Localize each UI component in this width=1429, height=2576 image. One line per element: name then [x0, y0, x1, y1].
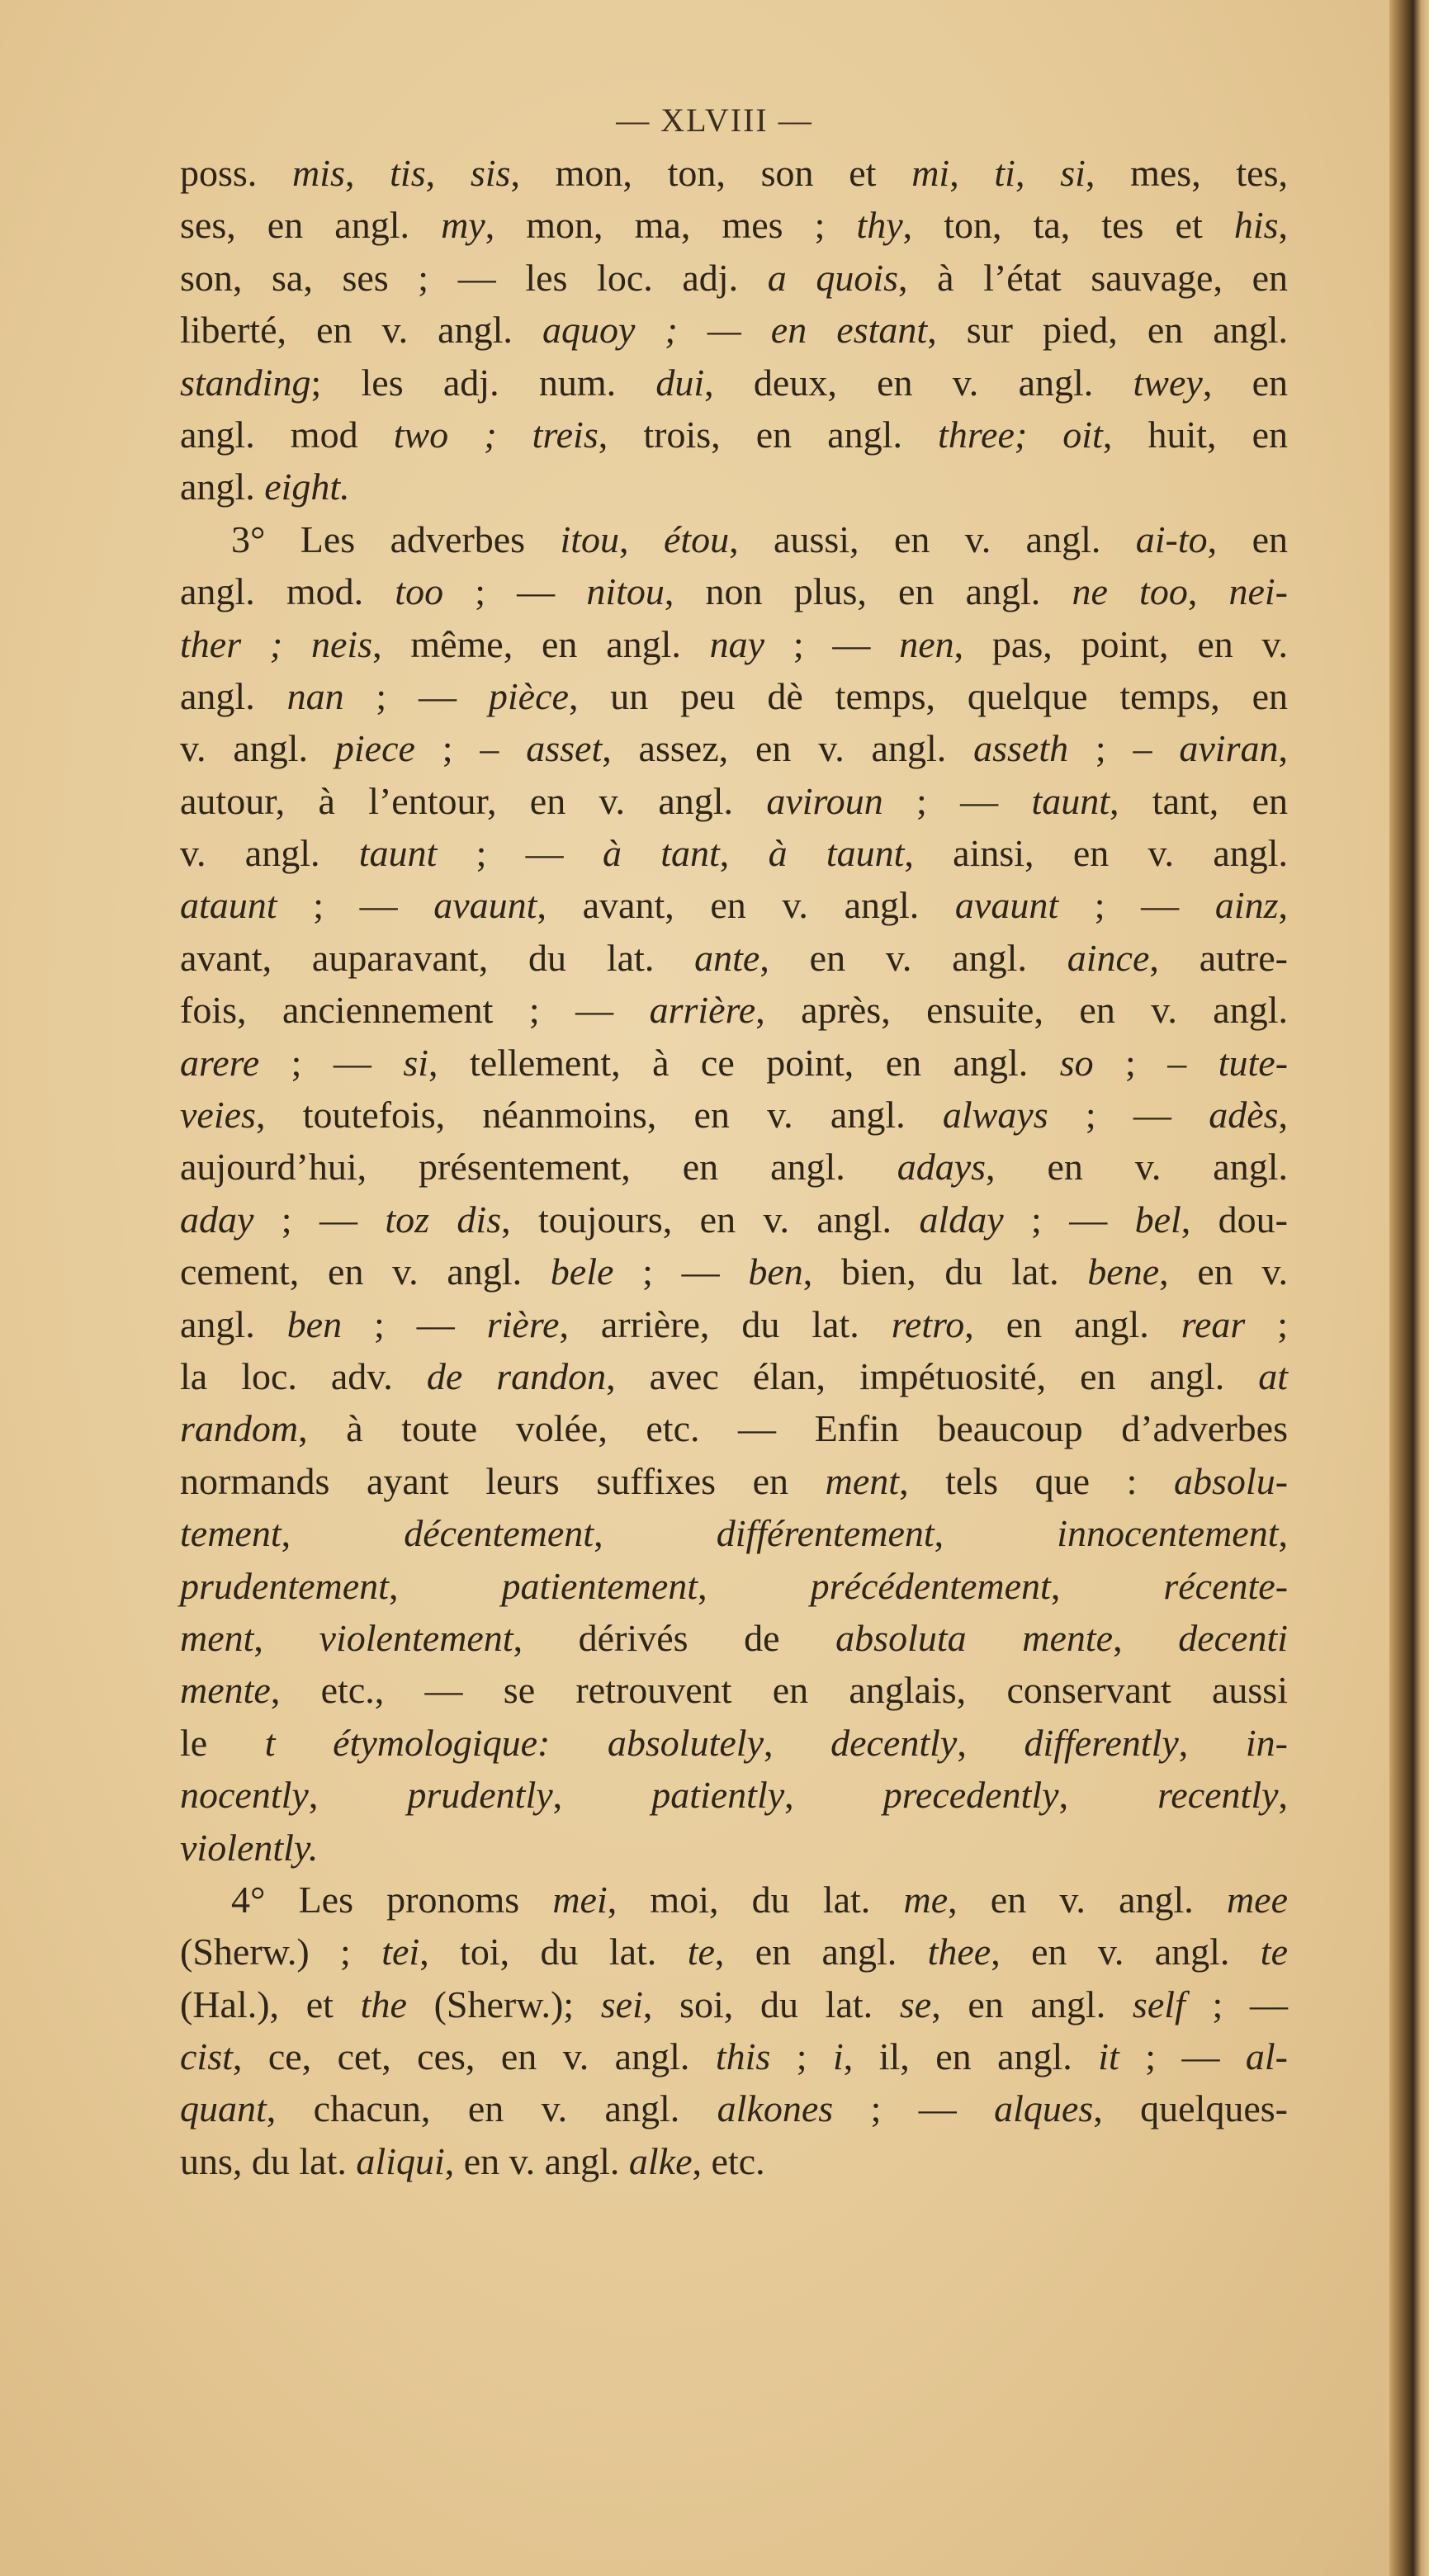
- italic-term: my: [441, 204, 485, 247]
- text-run: 3° Les adverbes: [231, 518, 561, 560]
- text-run: ; —: [1003, 1198, 1135, 1241]
- text-run: ,: [425, 152, 471, 194]
- italic-term: quant: [180, 2087, 267, 2130]
- text-line: [180, 513, 1288, 565]
- text-run: (Sherw.);: [406, 1983, 601, 2025]
- text-run: , tant, en: [1110, 779, 1289, 822]
- text-run: , ton, ta, tes et: [902, 204, 1234, 247]
- italic-term: al-: [1245, 2035, 1289, 2078]
- italic-term: three; oit: [938, 413, 1103, 456]
- text-run: normands ayant leurs suffixes en: [180, 1459, 826, 1502]
- italic-term: precedently: [882, 1774, 1059, 1817]
- italic-term: asseth: [973, 727, 1069, 770]
- italic-term: ther ; neis: [180, 622, 373, 665]
- text-run: , il, en angl.: [843, 2035, 1099, 2078]
- text-run: , avec élan, impétuosité, en angl.: [606, 1354, 1259, 1397]
- text-run: , toi, du lat.: [419, 1931, 688, 1973]
- italic-term: si: [1060, 152, 1086, 194]
- italic-term: nitou: [586, 570, 665, 613]
- italic-term: ainz: [1214, 884, 1279, 927]
- italic-term: arrière: [649, 989, 756, 1032]
- text-line: [180, 2082, 1288, 2134]
- text-run: angl.: [180, 466, 265, 508]
- italic-term: patiently: [651, 1774, 785, 1817]
- italic-term: alke: [628, 2139, 693, 2182]
- italic-term: bene: [1087, 1250, 1160, 1293]
- text-line: [180, 1037, 1288, 1089]
- text-run: fois, anciennement ; —: [180, 989, 650, 1032]
- text-run: ,: [1278, 884, 1288, 927]
- italic-term: nei-: [1228, 570, 1288, 613]
- text-run: , à l’état sauvage, en: [898, 256, 1289, 299]
- text-run: ,: [344, 152, 390, 194]
- text-run: ,: [763, 1721, 831, 1764]
- italic-term: absoluta mente: [835, 1616, 1114, 1659]
- italic-term: decently: [830, 1721, 958, 1764]
- text-run: ,: [594, 1512, 717, 1555]
- italic-term: nen: [899, 622, 954, 665]
- italic-term: always: [942, 1094, 1048, 1137]
- text-line: [180, 304, 1288, 356]
- text-run: ,: [1058, 1774, 1158, 1817]
- italic-term: alday: [919, 1198, 1004, 1241]
- text-run: avant, auparavant, du lat.: [180, 936, 695, 979]
- text-run: ,: [388, 1564, 502, 1607]
- italic-term: the: [360, 1983, 407, 2025]
- text-run: (Hal.), et: [180, 1983, 361, 2025]
- text-run: le: [180, 1721, 265, 1764]
- text-run: autour, à l’entour, en v. angl.: [180, 779, 767, 822]
- italic-term: aince: [1067, 936, 1150, 979]
- italic-term: bele: [550, 1250, 614, 1293]
- italic-term: alques: [994, 2087, 1094, 2130]
- text-run: ,: [934, 1512, 1058, 1555]
- italic-term: taunt: [1031, 779, 1110, 822]
- italic-term: his: [1233, 204, 1279, 247]
- text-line: [180, 1717, 1288, 1769]
- italic-term: in-: [1245, 1721, 1289, 1764]
- text-run: , pas, point, en v.: [953, 622, 1289, 665]
- text-run: , en v. angl.: [444, 2139, 629, 2182]
- text-line: [180, 1350, 1288, 1402]
- italic-term: décentement: [404, 1512, 594, 1555]
- text-run: , un peu dè temps, quelque temps, en: [568, 674, 1289, 717]
- text-run: ,: [957, 1721, 1024, 1764]
- text-line: [180, 1612, 1288, 1664]
- text-line: [180, 1089, 1288, 1141]
- text-run: angl. mod.: [180, 570, 395, 613]
- text-line: [180, 1822, 1288, 1874]
- text-line: [180, 1978, 1288, 2030]
- italic-term: standing: [180, 361, 311, 404]
- text-line: [180, 147, 1288, 199]
- text-run: ,: [698, 1564, 811, 1607]
- italic-term: mente: [180, 1669, 271, 1712]
- text-run: la loc. adv.: [180, 1354, 427, 1397]
- italic-term: si: [403, 1041, 429, 1084]
- text-run: , tels que :: [899, 1459, 1175, 1502]
- italic-term: this: [715, 2035, 771, 2078]
- italic-term: précédentement: [810, 1564, 1051, 1607]
- italic-term: tute-: [1218, 1041, 1289, 1084]
- italic-term: nan: [286, 674, 344, 717]
- text-line: [180, 984, 1288, 1036]
- italic-term: à tant: [602, 832, 720, 875]
- italic-term: violentement: [319, 1616, 513, 1659]
- text-run: , quelques-: [1093, 2087, 1288, 2130]
- italic-term: rière: [486, 1302, 560, 1345]
- italic-term: toz dis: [385, 1198, 502, 1241]
- italic-term: aliqui: [356, 2139, 445, 2182]
- italic-term: à taunt: [768, 832, 905, 875]
- italic-term: différentement: [716, 1512, 935, 1555]
- text-line: [180, 1507, 1288, 1559]
- italic-term: tei: [381, 1931, 420, 1973]
- italic-term: innocentement: [1057, 1512, 1279, 1555]
- italic-term: prudently: [407, 1774, 553, 1817]
- text-run: ,: [784, 1774, 883, 1817]
- text-run: ; les adj. num.: [310, 361, 656, 404]
- text-run: v. angl.: [180, 727, 335, 770]
- text-line: [180, 1141, 1288, 1193]
- text-run: , arrière, du lat.: [559, 1302, 892, 1345]
- italic-term: random: [180, 1407, 299, 1450]
- italic-term: ante: [694, 936, 760, 979]
- italic-term: ben: [286, 1302, 343, 1345]
- italic-term: aviran: [1179, 727, 1279, 770]
- italic-term: avaunt: [954, 884, 1059, 927]
- italic-term: ben: [748, 1250, 803, 1293]
- text-run: ; —: [277, 884, 434, 927]
- text-run: cement, en v. angl.: [180, 1250, 551, 1293]
- italic-term: nay: [709, 622, 765, 665]
- text-run: , mes, tes,: [1085, 152, 1289, 194]
- italic-term: aday: [180, 1198, 254, 1241]
- italic-term: i: [832, 2035, 844, 2078]
- text-run: , ce, cet, ces, en v. angl.: [232, 2035, 716, 2078]
- italic-term: alkones: [717, 2087, 834, 2130]
- text-run: , avant, en v. angl.: [537, 884, 955, 927]
- text-run: , en: [1202, 361, 1289, 404]
- italic-term: recently: [1157, 1774, 1279, 1817]
- italic-term: decenti: [1178, 1616, 1289, 1659]
- text-line: [180, 1926, 1288, 1978]
- italic-term: mis: [292, 152, 345, 194]
- text-run: ,: [619, 518, 664, 560]
- text-run: ;: [770, 2035, 833, 2078]
- italic-term: tement: [180, 1512, 282, 1555]
- italic-term: a quois: [767, 256, 899, 299]
- text-line: [180, 565, 1288, 617]
- text-line: [180, 2135, 1288, 2187]
- text-run: , en angl.: [931, 1983, 1133, 2025]
- italic-term: avaunt: [433, 884, 537, 927]
- text-run: angl. mod: [180, 413, 394, 456]
- text-line: [180, 932, 1288, 984]
- italic-term: nocently: [180, 1774, 309, 1817]
- italic-term: differently: [1024, 1721, 1179, 1764]
- italic-term: sei: [600, 1983, 643, 2025]
- text-run: , toujours, en v. angl.: [501, 1198, 920, 1241]
- text-run: , dérivés de: [513, 1616, 836, 1659]
- text-run: ; —: [253, 1198, 386, 1241]
- text-run: , mon, ma, mes ;: [485, 204, 857, 247]
- text-line: [180, 722, 1288, 774]
- text-run: ,: [1278, 1512, 1288, 1555]
- text-line: [180, 1769, 1288, 1821]
- italic-term: at: [1258, 1354, 1288, 1397]
- text-run: ,: [1050, 1564, 1164, 1607]
- book-spine-edge: [1389, 0, 1429, 2576]
- italic-term: étou: [663, 518, 730, 560]
- italic-term: retro: [891, 1302, 965, 1345]
- italic-term: patientement: [501, 1564, 698, 1607]
- italic-term: récente-: [1163, 1564, 1289, 1607]
- italic-term: me: [903, 1878, 949, 1921]
- text-run: ,: [1278, 1774, 1289, 1817]
- text-line: [180, 775, 1288, 827]
- text-line: [180, 1664, 1288, 1716]
- italic-term: absolu-: [1174, 1459, 1289, 1502]
- text-run: , deux, en v. angl.: [704, 361, 1133, 404]
- italic-term: mi: [911, 152, 950, 194]
- italic-term: mei: [552, 1878, 608, 1921]
- text-line: [180, 1874, 1288, 1926]
- italic-term: aquoy ; — en estant: [542, 309, 928, 352]
- text-run: , en angl.: [964, 1302, 1181, 1345]
- text-line: [180, 1455, 1288, 1507]
- text-run: , en v. angl.: [948, 1878, 1227, 1921]
- italic-term: cist: [180, 2035, 233, 2078]
- italic-term: two ; treis: [393, 413, 599, 456]
- text-run: ,: [308, 1774, 408, 1817]
- text-run: ; —: [833, 2087, 995, 2130]
- italic-term: bel: [1134, 1198, 1181, 1241]
- text-line: [180, 409, 1288, 461]
- italic-term: it: [1098, 2035, 1119, 2078]
- italic-term: tis: [390, 152, 426, 194]
- text-run: ,: [949, 152, 995, 194]
- text-run: , tellement, à ce point, en angl.: [428, 1041, 1060, 1084]
- italic-term: piece: [334, 727, 415, 770]
- italic-term: self: [1132, 1983, 1185, 2025]
- text-run: ; –: [1093, 1041, 1218, 1084]
- text-run: ; —: [1185, 1983, 1289, 2025]
- italic-term: veies: [180, 1094, 256, 1137]
- text-run: ,: [1178, 1721, 1246, 1764]
- italic-term: thee: [927, 1931, 991, 1973]
- italic-term: prudentement: [180, 1564, 389, 1607]
- italic-term: aviroun: [766, 779, 883, 822]
- italic-term: ataunt: [180, 884, 277, 927]
- text-run: ,: [1278, 727, 1288, 770]
- text-run: ,: [1187, 570, 1229, 613]
- text-line: [180, 1560, 1288, 1612]
- text-line: [180, 1245, 1288, 1297]
- italic-term: ti: [994, 152, 1015, 194]
- italic-term: sis: [470, 152, 511, 194]
- italic-term: te: [1260, 1931, 1288, 1973]
- text-line: [180, 879, 1288, 931]
- text-run: poss.: [180, 152, 293, 194]
- italic-term: twey: [1133, 361, 1203, 404]
- text-run: ,: [1278, 1094, 1289, 1137]
- text-line: [180, 357, 1288, 409]
- text-run: , non plus, en angl.: [664, 570, 1072, 613]
- text-line: [180, 461, 1288, 513]
- page-number-header: — XLVIII —: [616, 102, 813, 139]
- italic-term: ne too: [1072, 570, 1188, 613]
- italic-term: so: [1059, 1041, 1094, 1084]
- italic-term: te: [687, 1931, 715, 1973]
- text-run: , à toute volée, etc. — Enfin beaucoup d’adverbes: [298, 1407, 1288, 1450]
- text-run: ; —: [437, 832, 603, 875]
- italic-term: de randon: [426, 1354, 607, 1397]
- text-run: ; –: [414, 727, 527, 770]
- text-run: ,: [1015, 152, 1061, 194]
- text-run: ,: [281, 1512, 405, 1555]
- text-line: [180, 827, 1288, 879]
- text-line: [180, 618, 1288, 670]
- text-line: [180, 1402, 1288, 1454]
- text-run: liberté, en v. angl.: [180, 309, 542, 352]
- text-run: , autre-: [1149, 936, 1288, 979]
- text-run: ,: [552, 1774, 652, 1817]
- text-run: , aussi, en v. angl.: [729, 518, 1136, 560]
- italic-term: adays: [897, 1146, 987, 1189]
- text-line: [180, 2030, 1288, 2082]
- text-run: , même, en angl.: [372, 622, 710, 665]
- text-run: , toutefois, néanmoins, en v. angl.: [255, 1094, 943, 1137]
- italic-term: taunt: [358, 832, 438, 875]
- text-run: ,: [253, 1616, 319, 1659]
- text-run: , ainsi, en v. angl.: [904, 832, 1289, 875]
- text-run: , chacun, en v. angl.: [266, 2087, 717, 2130]
- text-run: , etc., — se retrouvent en anglais, conservant aussi: [270, 1669, 1288, 1712]
- text-run: , en v. angl.: [986, 1146, 1288, 1189]
- text-run: , bien, du lat.: [802, 1250, 1088, 1293]
- text-line: [180, 670, 1288, 722]
- text-run: , assez, en v. angl.: [602, 727, 974, 770]
- text-run: , etc.: [692, 2139, 765, 2182]
- text-run: ; —: [1048, 1094, 1209, 1137]
- italic-term: eight.: [264, 466, 350, 508]
- text-run: ses, en angl.: [180, 204, 442, 247]
- italic-term: dui: [655, 361, 705, 404]
- text-run: ; —: [443, 570, 587, 613]
- text-run: ,: [719, 832, 769, 875]
- text-line: [180, 1193, 1288, 1245]
- text-line: [180, 1298, 1288, 1350]
- italic-term: itou: [560, 518, 620, 560]
- text-run: ,: [1278, 204, 1288, 247]
- text-run: , soi, du lat.: [642, 1983, 900, 2025]
- text-line: [180, 199, 1288, 251]
- italic-term: pièce: [488, 674, 569, 717]
- text-run: son, sa, ses ; — les loc. adj.: [180, 256, 768, 299]
- text-run: v. angl.: [180, 832, 359, 875]
- italic-term: asset: [526, 727, 603, 770]
- italic-term: violently.: [180, 1826, 319, 1869]
- text-run: ; —: [613, 1250, 749, 1293]
- page-body-text: [180, 147, 1288, 2187]
- text-run: angl.: [180, 1302, 287, 1345]
- italic-term: adès: [1209, 1094, 1279, 1137]
- text-run: , sur pied, en angl.: [927, 309, 1289, 352]
- text-run: ;: [1245, 1302, 1289, 1345]
- text-run: (Sherw.) ;: [180, 1931, 382, 1973]
- italic-term: ment: [825, 1459, 900, 1502]
- text-run: angl.: [180, 674, 287, 717]
- italic-term: arere: [180, 1041, 260, 1084]
- text-run: , en angl.: [714, 1931, 928, 1973]
- text-run: , mon, ton, son et: [510, 152, 912, 194]
- italic-term: t étymologique: absolutely: [264, 1721, 764, 1764]
- text-run: ,: [1113, 1616, 1179, 1659]
- text-line: [180, 252, 1288, 304]
- italic-term: ai-to: [1135, 518, 1208, 560]
- text-run: 4° Les pronoms: [231, 1878, 553, 1921]
- text-run: ; —: [259, 1041, 404, 1084]
- italic-term: thy: [856, 204, 903, 247]
- text-run: ; —: [343, 674, 489, 717]
- text-run: ; –: [1068, 727, 1180, 770]
- text-run: aujourd’hui, présentement, en angl.: [180, 1146, 897, 1189]
- italic-term: ment: [180, 1616, 254, 1659]
- text-run: , trois, en angl.: [598, 413, 939, 456]
- italic-term: mee: [1226, 1878, 1288, 1921]
- text-run: uns, du lat.: [180, 2139, 357, 2182]
- text-run: , dou-: [1181, 1198, 1288, 1241]
- text-run: , en v. angl.: [991, 1931, 1261, 1973]
- text-run: , huit, en: [1102, 413, 1289, 456]
- text-run: , moi, du lat.: [607, 1878, 904, 1921]
- italic-term: se: [899, 1983, 932, 2025]
- text-run: ; —: [1058, 884, 1215, 927]
- text-run: , en v.: [1159, 1250, 1288, 1293]
- text-run: ; —: [764, 622, 900, 665]
- italic-term: too: [395, 570, 444, 613]
- text-run: ; —: [342, 1302, 487, 1345]
- text-run: , en v. angl.: [759, 936, 1067, 979]
- text-run: ; —: [882, 779, 1032, 822]
- text-run: , après, ensuite, en v. angl.: [755, 989, 1288, 1032]
- text-run: , en: [1207, 518, 1288, 560]
- italic-term: rear: [1181, 1302, 1246, 1345]
- text-run: ; —: [1119, 2035, 1246, 2078]
